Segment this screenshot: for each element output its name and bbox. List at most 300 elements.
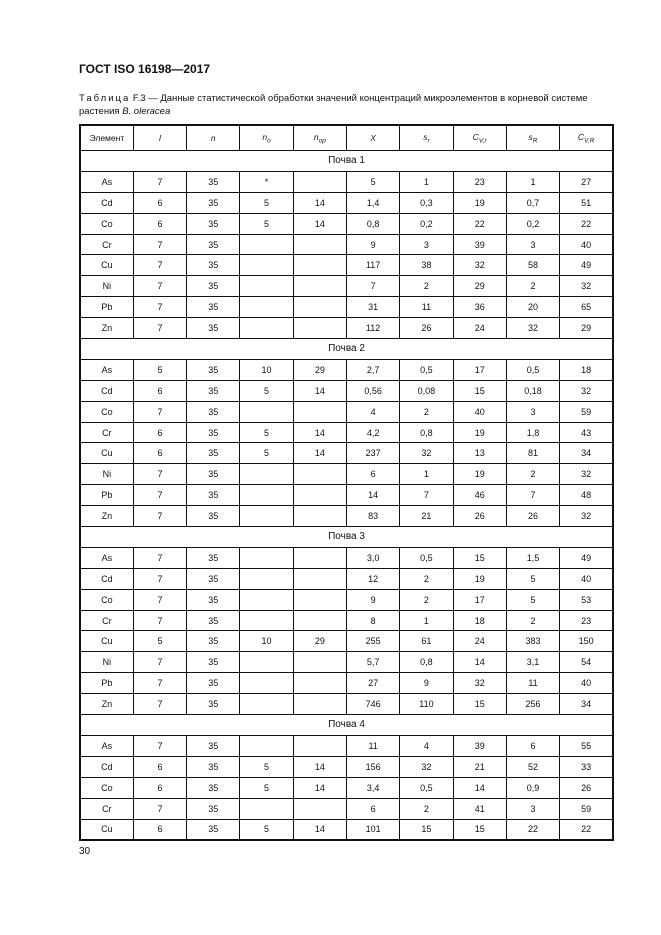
table-cell: 0,8: [346, 213, 399, 234]
table-row: [80, 589, 613, 610]
page-number: 30: [79, 846, 91, 857]
table-cell: 27: [560, 171, 613, 192]
table-cell: Cu: [80, 631, 133, 652]
table-cell: 26: [453, 506, 506, 527]
table-cell: 8: [346, 610, 399, 631]
table-cell: 83: [346, 506, 399, 527]
table-cell: 26: [400, 318, 453, 339]
table-cell: [293, 485, 346, 506]
table-cell: 35: [187, 443, 240, 464]
table-cell: 7: [400, 485, 453, 506]
column-header-label: n: [262, 131, 268, 142]
table-cell: 7: [133, 673, 186, 694]
table-cell: Zn: [80, 506, 133, 527]
section-title: Почва 2: [80, 339, 613, 360]
table-cell: 35: [187, 213, 240, 234]
table-cell: 23: [453, 171, 506, 192]
table-cell: 6: [133, 213, 186, 234]
table-cell: 5: [506, 589, 559, 610]
table-cell: Cd: [80, 568, 133, 589]
table-cell: 22: [453, 213, 506, 234]
table-cell: 14: [293, 380, 346, 401]
table-cell: 40: [560, 673, 613, 694]
table-cell: [240, 464, 293, 485]
table-cell: 7: [133, 506, 186, 527]
table-cell: Ni: [80, 652, 133, 673]
table-cell: 11: [506, 673, 559, 694]
table-cell: 48: [560, 485, 613, 506]
table-cell: 22: [560, 819, 613, 840]
table-cell: Cr: [80, 610, 133, 631]
column-header-label: n: [210, 133, 216, 143]
section-row: [80, 715, 613, 736]
column-header-label: Элемент: [89, 133, 125, 143]
table-cell: 4,2: [346, 422, 399, 443]
table-cell: 746: [346, 694, 399, 715]
table-cell: [240, 318, 293, 339]
table-cell: 29: [293, 359, 346, 380]
table-cell: 2: [400, 568, 453, 589]
table-cell: Cd: [80, 756, 133, 777]
table-cell: 14: [293, 819, 346, 840]
table-cell: 35: [187, 506, 240, 527]
table-cell: Ni: [80, 464, 133, 485]
table-cell: 383: [506, 631, 559, 652]
table-cell: 4: [346, 401, 399, 422]
table-row: [80, 485, 613, 506]
table-cell: 51: [560, 192, 613, 213]
table-cell: 5: [240, 192, 293, 213]
table-cell: 15: [453, 694, 506, 715]
table-row: [80, 276, 613, 297]
table-cell: As: [80, 735, 133, 756]
table-cell: 3,4: [346, 777, 399, 798]
table-cell: 150: [560, 631, 613, 652]
table-cell: 2,7: [346, 359, 399, 380]
table-cell: [293, 673, 346, 694]
table-row: [80, 506, 613, 527]
table-cell: 34: [560, 443, 613, 464]
table-cell: Cd: [80, 192, 133, 213]
table-cell: [293, 568, 346, 589]
table-cell: 0,08: [400, 380, 453, 401]
table-cell: 32: [400, 756, 453, 777]
table-cell: 43: [560, 422, 613, 443]
table-cell: 7: [133, 297, 186, 318]
table-cell: 17: [453, 359, 506, 380]
table-cell: [293, 255, 346, 276]
table-cell: [293, 652, 346, 673]
table-cell: Cu: [80, 443, 133, 464]
table-cell: 2: [400, 401, 453, 422]
table-cell: 6: [133, 380, 186, 401]
table-row: [80, 735, 613, 756]
table-cell: 15: [453, 380, 506, 401]
table-cell: 7: [133, 318, 186, 339]
table-cell: 3,1: [506, 652, 559, 673]
table-cell: 0,5: [400, 777, 453, 798]
table-cell: 112: [346, 318, 399, 339]
table-cell: 7: [133, 171, 186, 192]
table-cell: Pb: [80, 297, 133, 318]
table-row: [80, 422, 613, 443]
table-cell: [240, 694, 293, 715]
table-cell: 5: [240, 443, 293, 464]
table-cell: 32: [506, 318, 559, 339]
table-row: [80, 401, 613, 422]
table-cell: 6: [506, 735, 559, 756]
table-row: [80, 464, 613, 485]
table-cell: 0,56: [346, 380, 399, 401]
column-header: [400, 125, 453, 151]
table-cell: 2: [506, 464, 559, 485]
table-cell: [293, 547, 346, 568]
table-cell: 2: [506, 610, 559, 631]
table-cell: 2: [400, 276, 453, 297]
table-cell: 26: [560, 777, 613, 798]
table-cell: 2: [400, 589, 453, 610]
table-cell: 7: [133, 610, 186, 631]
table-cell: 5: [346, 171, 399, 192]
table-cell: 9: [346, 589, 399, 610]
data-table: [79, 124, 614, 841]
table-cell: 35: [187, 192, 240, 213]
table-cell: Cd: [80, 380, 133, 401]
table-cell: 0,5: [506, 359, 559, 380]
table-cell: 58: [506, 255, 559, 276]
table-cell: [293, 798, 346, 819]
table-cell: 35: [187, 777, 240, 798]
table-cell: 1: [506, 171, 559, 192]
table-cell: 20: [506, 297, 559, 318]
table-cell: [240, 276, 293, 297]
table-cell: 35: [187, 318, 240, 339]
table-cell: 35: [187, 798, 240, 819]
table-row: [80, 756, 613, 777]
table-cell: 35: [187, 464, 240, 485]
table-cell: 39: [453, 234, 506, 255]
table-cell: 10: [240, 359, 293, 380]
column-header-label: s: [528, 131, 533, 142]
table-cell: 101: [346, 819, 399, 840]
table-cell: 1,8: [506, 422, 559, 443]
table-cell: 35: [187, 359, 240, 380]
table-cell: 35: [187, 485, 240, 506]
table-cell: [240, 547, 293, 568]
table-cell: 14: [346, 485, 399, 506]
table-cell: 61: [400, 631, 453, 652]
table-cell: 0,18: [506, 380, 559, 401]
table-cell: Cu: [80, 819, 133, 840]
table-row: [80, 192, 613, 213]
table-cell: 31: [346, 297, 399, 318]
table-cell: 29: [293, 631, 346, 652]
table-cell: 0,2: [400, 213, 453, 234]
table-header-row: [80, 125, 613, 151]
column-header-subscript: r: [427, 137, 430, 145]
table-cell: [240, 610, 293, 631]
document-title: ГОСТ ISO 16198—2017: [79, 62, 211, 76]
section-row: [80, 151, 613, 172]
table-cell: 7: [133, 652, 186, 673]
table-cell: 36: [453, 297, 506, 318]
table-cell: 0,7: [506, 192, 559, 213]
table-cell: 18: [453, 610, 506, 631]
table-cell: 3,0: [346, 547, 399, 568]
table-cell: 35: [187, 422, 240, 443]
table-cell: 19: [453, 192, 506, 213]
column-header: [293, 125, 346, 151]
table-cell: As: [80, 359, 133, 380]
column-header: [506, 125, 559, 151]
table-cell: [240, 673, 293, 694]
table-row: [80, 694, 613, 715]
table-cell: 7: [133, 276, 186, 297]
table-cell: Co: [80, 401, 133, 422]
table-cell: 32: [400, 443, 453, 464]
table-cell: 6: [133, 777, 186, 798]
table-cell: 3: [506, 401, 559, 422]
table-row: [80, 234, 613, 255]
table-cell: 39: [453, 735, 506, 756]
table-cell: 11: [400, 297, 453, 318]
table-cell: 2: [400, 798, 453, 819]
table-cell: [240, 297, 293, 318]
table-cell: [240, 735, 293, 756]
table-cell: 7: [133, 401, 186, 422]
table-cell: 40: [560, 234, 613, 255]
table-cell: Co: [80, 589, 133, 610]
table-cell: [293, 694, 346, 715]
section-title: Почва 1: [80, 151, 613, 172]
table-caption: [79, 92, 619, 118]
table-cell: Ni: [80, 276, 133, 297]
table-cell: 3: [506, 234, 559, 255]
column-header: [453, 125, 506, 151]
table-cell: 9: [400, 673, 453, 694]
table-cell: 40: [453, 401, 506, 422]
table-row: [80, 171, 613, 192]
table-cell: [240, 798, 293, 819]
table-cell: 35: [187, 547, 240, 568]
table-cell: 35: [187, 652, 240, 673]
table-cell: 35: [187, 631, 240, 652]
table-row: [80, 673, 613, 694]
table-cell: Pb: [80, 485, 133, 506]
table-cell: 52: [506, 756, 559, 777]
table-cell: [293, 318, 346, 339]
table-cell: 7: [506, 485, 559, 506]
column-header-subscript: o: [267, 137, 271, 145]
table-cell: [293, 276, 346, 297]
table-cell: 35: [187, 401, 240, 422]
table-cell: 19: [453, 422, 506, 443]
table-cell: 23: [560, 610, 613, 631]
table-cell: 156: [346, 756, 399, 777]
column-header: [80, 125, 133, 151]
table-cell: 41: [453, 798, 506, 819]
table-cell: 59: [560, 798, 613, 819]
table-cell: 14: [453, 777, 506, 798]
table-row: [80, 318, 613, 339]
table-cell: 7: [133, 568, 186, 589]
table-cell: 35: [187, 694, 240, 715]
table-cell: 35: [187, 380, 240, 401]
table-cell: 10: [240, 631, 293, 652]
table-row: [80, 568, 613, 589]
table-row: [80, 443, 613, 464]
table-row: [80, 631, 613, 652]
column-header-label: s: [423, 131, 428, 142]
table-row: [80, 798, 613, 819]
table-cell: 14: [293, 777, 346, 798]
table-cell: 38: [400, 255, 453, 276]
table-cell: Co: [80, 777, 133, 798]
column-header-subscript: V,R: [583, 137, 595, 145]
table-cell: 5: [133, 359, 186, 380]
table-cell: 22: [560, 213, 613, 234]
table-cell: 11: [346, 735, 399, 756]
table-cell: 5: [240, 819, 293, 840]
table-cell: 29: [453, 276, 506, 297]
table-row: [80, 359, 613, 380]
table-cell: 32: [453, 255, 506, 276]
table-cell: Cr: [80, 798, 133, 819]
table-cell: 65: [560, 297, 613, 318]
table-cell: 49: [560, 547, 613, 568]
table-cell: 7: [133, 589, 186, 610]
table-cell: 18: [560, 359, 613, 380]
table-cell: [293, 297, 346, 318]
table-cell: [240, 506, 293, 527]
table-row: [80, 819, 613, 840]
table-cell: 5: [506, 568, 559, 589]
table-cell: [293, 589, 346, 610]
table-cell: 35: [187, 234, 240, 255]
table-row: [80, 213, 613, 234]
table-cell: 3: [506, 798, 559, 819]
table-cell: 6: [133, 422, 186, 443]
table-cell: 21: [400, 506, 453, 527]
caption-text: F.3 — Данные статистической обработки значений концентраций микроэлементов в корневой системе растения: [79, 93, 588, 117]
table-cell: 3: [400, 234, 453, 255]
table-cell: [240, 568, 293, 589]
table-cell: 255: [346, 631, 399, 652]
table-cell: 0,3: [400, 192, 453, 213]
table-cell: 33: [560, 756, 613, 777]
table-cell: 0,5: [400, 547, 453, 568]
table-cell: 6: [346, 798, 399, 819]
column-header: [560, 125, 613, 151]
column-header-label: C: [577, 131, 584, 142]
table-cell: 46: [453, 485, 506, 506]
table-cell: 35: [187, 276, 240, 297]
column-header-subscript: op: [318, 137, 326, 145]
table-cell: 35: [187, 735, 240, 756]
table-cell: 9: [346, 234, 399, 255]
table-cell: 54: [560, 652, 613, 673]
table-cell: 49: [560, 255, 613, 276]
table-cell: 5: [240, 213, 293, 234]
table-cell: Zn: [80, 318, 133, 339]
table-cell: 40: [560, 568, 613, 589]
table-cell: 7: [133, 485, 186, 506]
column-header-label: n: [313, 131, 319, 142]
table-cell: 35: [187, 756, 240, 777]
table-cell: 35: [187, 673, 240, 694]
table-cell: 35: [187, 568, 240, 589]
table-row: [80, 255, 613, 276]
table-cell: 35: [187, 589, 240, 610]
table-cell: [293, 171, 346, 192]
table-cell: 34: [560, 694, 613, 715]
table-cell: 32: [560, 506, 613, 527]
table-cell: 1: [400, 610, 453, 631]
table-cell: 13: [453, 443, 506, 464]
table-cell: 15: [400, 819, 453, 840]
table-cell: 14: [293, 756, 346, 777]
table-cell: As: [80, 547, 133, 568]
table-cell: 0,8: [400, 652, 453, 673]
table-cell: 256: [506, 694, 559, 715]
table-cell: Cu: [80, 255, 133, 276]
table-cell: 237: [346, 443, 399, 464]
table-cell: 7: [133, 694, 186, 715]
table-cell: [293, 234, 346, 255]
table-cell: 35: [187, 171, 240, 192]
table-cell: [293, 735, 346, 756]
table-cell: [240, 401, 293, 422]
column-header-subscript: R: [532, 137, 538, 145]
table-cell: 14: [293, 443, 346, 464]
table-cell: 7: [133, 255, 186, 276]
table-cell: 14: [453, 652, 506, 673]
table-cell: [240, 589, 293, 610]
table-cell: 1,5: [506, 547, 559, 568]
table-cell: 35: [187, 255, 240, 276]
table-cell: [293, 610, 346, 631]
table-cell: *: [240, 171, 293, 192]
table-cell: 7: [346, 276, 399, 297]
table-cell: 6: [133, 192, 186, 213]
table-cell: Co: [80, 213, 133, 234]
table-cell: 7: [133, 798, 186, 819]
table-cell: 7: [133, 464, 186, 485]
table-row: [80, 547, 613, 568]
table-cell: 15: [453, 547, 506, 568]
table-cell: 35: [187, 610, 240, 631]
table-cell: 7: [133, 735, 186, 756]
table-cell: 35: [187, 297, 240, 318]
table-cell: 117: [346, 255, 399, 276]
table-cell: 1: [400, 171, 453, 192]
table-cell: 32: [453, 673, 506, 694]
section-title: Почва 4: [80, 715, 613, 736]
table-cell: 1,4: [346, 192, 399, 213]
table-row: [80, 777, 613, 798]
table-cell: [240, 652, 293, 673]
table-cell: 6: [133, 443, 186, 464]
table-cell: 59: [560, 401, 613, 422]
table-row: [80, 297, 613, 318]
table-cell: 7: [133, 547, 186, 568]
table-cell: 14: [293, 422, 346, 443]
table-cell: 6: [133, 819, 186, 840]
table-cell: 19: [453, 464, 506, 485]
table-cell: 14: [293, 192, 346, 213]
table-cell: 4: [400, 735, 453, 756]
table-cell: 5: [240, 756, 293, 777]
